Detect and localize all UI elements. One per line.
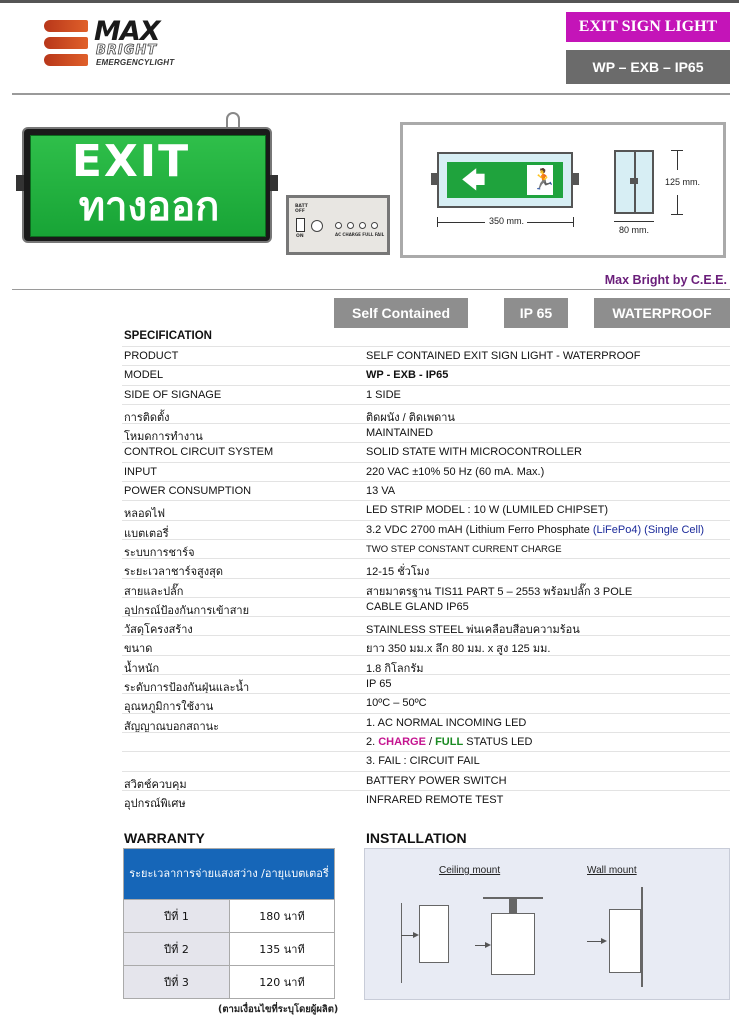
spec-value-part: สายมาตรฐาน TIS11 PART 5 – 2553 พร้อมปลั๊ก 3 POLE xyxy=(366,585,633,598)
depth-dimension: 80 mm. xyxy=(619,225,650,235)
dimension-line xyxy=(527,222,573,223)
spec-value-part: LED STRIP MODEL : 10 W (LUMILED CHIPSET) xyxy=(366,504,609,517)
spec-row xyxy=(122,520,730,539)
spec-row xyxy=(122,442,730,461)
exit-text: EXIT xyxy=(71,136,191,187)
divider xyxy=(12,93,730,95)
warranty-title: WARRANTY xyxy=(124,830,205,846)
spec-label: INPUT xyxy=(124,465,157,478)
spec-row xyxy=(122,732,730,751)
spec-value-part: 2. xyxy=(366,735,379,748)
spec-label: MODEL xyxy=(124,369,164,382)
spec-row xyxy=(122,751,730,770)
spec-value-part: MAINTAINED xyxy=(366,427,434,440)
mount-tab xyxy=(573,173,579,185)
spec-table xyxy=(122,346,730,809)
spec-value-part: CABLE GLAND IP65 xyxy=(366,600,469,613)
spec-value xyxy=(366,427,433,439)
spec-value-part: SELF CONTAINED EXIT SIGN LIGHT - WATERPROOF xyxy=(366,350,641,362)
spec-value-part: INFRARED REMOTE TEST xyxy=(366,793,504,806)
led-icon xyxy=(347,222,354,229)
spec-label: สัญญาณบอกสถานะ xyxy=(124,720,220,733)
spec-value-part: ติดผนัง / ติดเพดาน xyxy=(366,411,455,424)
wall-line xyxy=(641,887,643,987)
hanging-rod xyxy=(509,899,517,913)
spec-value xyxy=(366,736,532,748)
spec-row xyxy=(122,655,730,674)
spec-value-part: 1 SIDE xyxy=(366,388,401,401)
spec-value xyxy=(366,697,427,709)
warranty-note: (ตามเงื่อนไขที่ระบุโดยผู้ผลิต) xyxy=(218,1004,339,1015)
battery-switch-icon xyxy=(296,218,305,232)
spec-value xyxy=(366,485,395,497)
spec-label: ระยะเวลาชาร์จสูงสุด xyxy=(124,566,223,579)
spec-value xyxy=(366,755,480,767)
warranty-year: ปีที่ 1 xyxy=(124,900,230,932)
spec-value-part: ยาว 350 มม.x ลึก 80 มม. x สูง 125 มม. xyxy=(366,643,551,656)
led-labels: AC CHARGE FULL FAIL xyxy=(335,232,385,237)
spec-value xyxy=(366,678,392,690)
led-icon xyxy=(371,222,378,229)
spec-value-part: 13 VA xyxy=(366,485,396,498)
cable-wire xyxy=(226,112,240,128)
lamp-icon xyxy=(419,905,449,963)
warranty-table xyxy=(123,848,335,999)
spec-value xyxy=(366,794,503,806)
spec-value-part: 10ºC – 50ºC xyxy=(366,697,427,710)
spec-label: น้ำหนัก xyxy=(124,662,160,675)
dimension-line xyxy=(677,195,678,214)
led-icon xyxy=(335,222,342,229)
max-bright-logo xyxy=(44,16,174,72)
dimension-drawing xyxy=(400,122,726,258)
spec-label: CONTROL CIRCUIT SYSTEM xyxy=(124,446,274,459)
spec-row xyxy=(122,385,730,404)
spec-row xyxy=(122,558,730,577)
spec-row xyxy=(122,365,730,384)
exit-sign-face xyxy=(30,135,266,237)
ir-sensor-icon xyxy=(311,220,323,232)
divider xyxy=(12,289,730,290)
spec-value xyxy=(366,389,401,401)
spec-value-part: 3. FAIL : CIRCUIT FAIL xyxy=(366,755,480,768)
spec-value xyxy=(366,466,544,478)
spec-row xyxy=(122,790,730,809)
installation-diagram xyxy=(364,848,730,1000)
warranty-year: ปีที่ 2 xyxy=(124,933,230,965)
spec-value-part: STATUS LED xyxy=(463,735,533,748)
arrow-right-icon xyxy=(475,945,489,946)
spec-value-part: IP 65 xyxy=(366,678,392,691)
spec-label: การติดตั้ง xyxy=(124,411,170,424)
spec-label: วัสดุโครงสร้าง xyxy=(124,624,193,637)
spec-row xyxy=(122,771,730,790)
length-dimension: 350 mm. xyxy=(489,216,525,226)
front-view xyxy=(437,152,573,208)
spec-label: ระบบการชาร์จ xyxy=(124,546,195,559)
lamp-icon xyxy=(609,909,641,973)
spec-row xyxy=(122,674,730,693)
wall-mount-label: Wall mount xyxy=(587,865,637,876)
arrow-right-icon xyxy=(587,941,605,942)
spec-value xyxy=(366,544,562,555)
exit-thai-text: ทางออก xyxy=(78,184,220,230)
spec-label: หลอดไฟ xyxy=(124,508,166,521)
spec-label: อุปกรณ์พิเศษ xyxy=(124,797,186,810)
product-type-title: EXIT SIGN LIGHT xyxy=(566,12,730,42)
logo-mark-icon xyxy=(44,20,90,68)
model-code-box: WP – EXB – IP65 xyxy=(566,50,730,84)
running-man-icon: 🏃 xyxy=(527,165,553,195)
spec-value-part: SOLID STATE WITH MICROCONTROLLER xyxy=(366,446,582,459)
spec-row xyxy=(122,713,730,732)
table-row xyxy=(124,899,334,932)
logo-bright-text: BRIGHT xyxy=(96,43,158,58)
badge-ip65: IP 65 xyxy=(504,298,568,328)
spec-row xyxy=(122,693,730,712)
battery-panel-image xyxy=(286,195,390,255)
exit-sign-image xyxy=(22,127,272,243)
on-label: ON xyxy=(296,234,304,239)
spec-label: PRODUCT xyxy=(124,350,179,362)
spec-value-part: STAINLESS STEEL พ่นเคลือบสีอบความร้อน xyxy=(366,624,580,637)
mount-tab xyxy=(16,175,24,191)
spec-row xyxy=(122,481,730,500)
table-row xyxy=(124,965,334,998)
dimension-tick xyxy=(573,217,574,227)
spec-row xyxy=(122,462,730,481)
spec-title: SPECIFICATION xyxy=(124,330,212,342)
lamp-icon xyxy=(491,913,535,975)
spec-value-part: (LiFePo4) (Single Cell) xyxy=(592,523,705,536)
arrow-right-icon xyxy=(401,935,417,936)
spec-label: สายและปลั๊ก xyxy=(124,585,184,598)
spec-value-part: 220 VAC ±10% 50 Hz (60 mA. Max.) xyxy=(366,465,545,478)
arrow-left-icon: 🡄 xyxy=(461,166,486,194)
spec-label: SIDE OF SIGNAGE xyxy=(124,388,222,401)
spec-value-part: TWO STEP CONSTANT CURRENT CHARGE xyxy=(366,543,562,555)
side-view xyxy=(614,150,654,214)
warranty-duration: 135 นาที xyxy=(230,933,334,965)
height-dimension: 125 mm. xyxy=(665,177,701,187)
wall-line xyxy=(401,903,402,983)
spec-row xyxy=(122,616,730,635)
spec-value xyxy=(366,524,704,536)
top-rule xyxy=(0,0,739,3)
dimension-line xyxy=(437,222,485,223)
spec-label: สวิตช์ควบคุม xyxy=(124,778,187,791)
badge-self-contained: Self Contained xyxy=(334,298,468,328)
spec-row xyxy=(122,597,730,616)
dimension-line xyxy=(677,150,678,170)
spec-value-part: 1.8 กิโลกรัม xyxy=(366,662,424,675)
spec-label: อุณหภูมิการใช้งาน xyxy=(124,701,214,714)
spec-label: อุปกรณ์ป้องกันการเข้าสาย xyxy=(124,604,250,617)
sign-face xyxy=(447,162,563,198)
spec-row xyxy=(122,635,730,654)
spec-value xyxy=(366,446,582,458)
warranty-duration: 120 นาที xyxy=(230,966,334,998)
warranty-header: ระยะเวลาการจ่ายแสงสว่าง /อายุแบตเตอรี่ xyxy=(124,849,334,899)
spec-label: ระดับการป้องกันฝุ่นและน้ำ xyxy=(124,682,250,695)
spec-value-part: / xyxy=(425,735,436,748)
dimension-line xyxy=(614,221,654,222)
spec-row xyxy=(122,423,730,442)
spec-value xyxy=(366,775,507,787)
spec-row xyxy=(122,346,730,365)
spec-row xyxy=(122,500,730,519)
table-row xyxy=(124,932,334,965)
spec-row xyxy=(122,539,730,558)
batt-label: BATT OFF xyxy=(295,204,308,214)
logo-sub-text: EMERGENCYLIGHT xyxy=(96,58,175,67)
side-knob xyxy=(630,178,638,184)
spec-value-part: FULL xyxy=(435,735,464,748)
spec-value-part: BATTERY POWER SWITCH xyxy=(366,774,507,787)
spec-value xyxy=(366,504,608,516)
spec-label: โหมดการทำงาน xyxy=(124,431,203,444)
badge-waterproof: WATERPROOF xyxy=(594,298,730,328)
mount-tab xyxy=(270,175,278,191)
spec-value-part: WP - EXB - IP65 xyxy=(366,369,449,382)
warranty-duration: 180 นาที xyxy=(230,900,334,932)
logo-max-text: MAX xyxy=(94,16,160,47)
led-icon xyxy=(359,222,366,229)
spec-value xyxy=(366,350,640,362)
spec-value xyxy=(366,717,526,729)
spec-value-part: 1. AC NORMAL INCOMING LED xyxy=(366,716,527,729)
spec-value-part: 12-15 ชั่วโมง xyxy=(366,566,430,579)
spec-row xyxy=(122,404,730,423)
spec-label: POWER CONSUMPTION xyxy=(124,485,252,498)
dimension-tick xyxy=(671,214,683,215)
spec-label: แบตเตอรี่ xyxy=(124,527,169,540)
installation-title: INSTALLATION xyxy=(366,830,467,846)
spec-label: ขนาด xyxy=(124,643,153,656)
spec-value xyxy=(366,601,469,613)
spec-value xyxy=(366,369,448,381)
spec-row xyxy=(122,578,730,597)
brand-credit: Max Bright by C.E.E. xyxy=(604,273,727,287)
warranty-year: ปีที่ 3 xyxy=(124,966,230,998)
spec-value-part: 3.2 VDC 2700 mAH (Lithium Ferro Phosphate xyxy=(366,523,593,536)
spec-value-part: CHARGE xyxy=(378,735,426,748)
ceiling-mount-label: Ceiling mount xyxy=(439,865,501,876)
